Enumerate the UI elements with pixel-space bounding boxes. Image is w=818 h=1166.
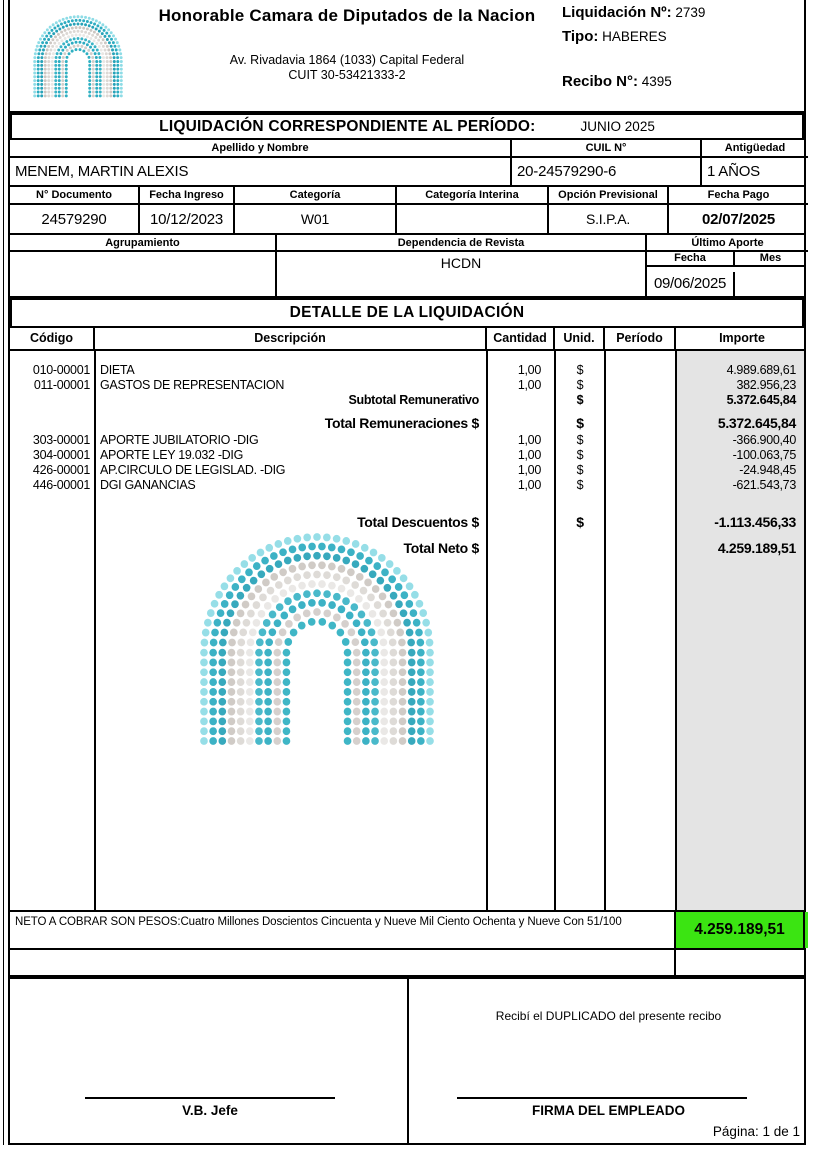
detalle-cell-imp: -100.063,75 [732, 447, 796, 462]
detalle-title: DETALLE DE LA LIQUIDACIÓN [10, 298, 804, 328]
ultimo-aporte-cell [647, 235, 808, 296]
row-spacer [10, 531, 804, 539]
fecha-pago-value: 02/07/2025 [701, 210, 776, 228]
detalle-cell-cod: 010-00001 [32, 362, 90, 377]
page-indicator: Página: 1 de 1 [712, 1124, 800, 1139]
cuil-value: 20-24579290-6 [512, 158, 702, 185]
detalle-cell-cant: 1,00 [517, 462, 541, 477]
apellido-value: MENEM, MARTIN ALEXIS [10, 158, 512, 185]
periodo-bar [10, 113, 804, 140]
ultimo-aporte-mes-header: Mes [735, 252, 806, 267]
detalle-cell-imp: -1.113.456,33 [714, 514, 796, 530]
detalle-cell-unid: $ [576, 432, 584, 447]
detalle-cell-desc: APORTE LEY 19.032 -DIG [100, 447, 244, 462]
neto-text: NETO A COBRAR SON PESOS:Cuatro Millones Doscientos Cincuenta y Nueve Mil Ciento Ochenta y Nueve Con 51/100 [10, 912, 676, 948]
neto-amount: 4.259.189,51 [676, 912, 805, 948]
antiguedad-header: Antigüedad [702, 140, 808, 158]
detalle-cell-cod: 011-00001 [33, 377, 90, 392]
document-values-row [10, 205, 804, 235]
ultimo-aporte-mes-value [735, 272, 806, 297]
opcion-previsional-header: Opción Previsional [549, 187, 669, 205]
hcdn-logo [32, 7, 124, 104]
detalle-cell-desc: Total Descuentos $ [357, 514, 479, 530]
empty-left-cell [10, 950, 676, 975]
detalle-cell-cod: 446-00001 [32, 477, 90, 492]
detalle-cell-unid: $ [576, 462, 584, 477]
col-descripcion: Descripción [95, 328, 487, 349]
periodo-value: JUNIO 2025 [580, 119, 655, 134]
signatures-section [10, 977, 804, 1145]
org-cuit: CUIT 30-53421333-2 [288, 68, 406, 83]
dependencia-header: Dependencia de Revista [277, 235, 645, 252]
org-title: Honorable Camara de Diputados de la Nacion [158, 6, 536, 25]
opcion-previsional-value: S.I.P.A. [549, 205, 669, 233]
tipo-label: Tipo: [562, 28, 599, 45]
detalle-row [10, 513, 804, 531]
ultimo-aporte-fecha-value: 09/06/2025 [647, 272, 735, 297]
agrupamiento-cell [10, 235, 277, 296]
categoria-interina-header: Categoría Interina [397, 187, 549, 205]
recibo-number [562, 73, 808, 90]
detalle-row [10, 362, 804, 377]
employee-headers-row [10, 140, 804, 158]
fecha-pago-header: Fecha Pago [669, 187, 808, 205]
detalle-cell-imp: -621.543,73 [732, 477, 796, 492]
detalle-body-rows [10, 362, 804, 557]
detalle-cell-desc: Total Neto $ [403, 540, 479, 556]
col-periodo: Período [605, 328, 676, 349]
fecha-ingreso-header: Fecha Ingreso [140, 187, 235, 205]
detalle-cell-unid: $ [576, 447, 584, 462]
detalle-cell-imp: 4.259.189,51 [717, 540, 796, 556]
employee-values-row [10, 158, 804, 187]
detalle-cell-unid: $ [576, 514, 584, 530]
detalle-row [10, 432, 804, 447]
detalle-row [10, 462, 804, 477]
detalle-cell-imp: 5.372.645,84 [726, 392, 796, 407]
employee-signature-label: FIRMA DEL EMPLEADO [531, 1103, 685, 1118]
detalle-cell-desc: APORTE JUBILATORIO -DIG [100, 432, 259, 447]
receipt-info [562, 4, 808, 97]
categoria-interina-value [397, 205, 549, 233]
payslip-page [8, 0, 806, 1145]
ultimo-aporte-fecha-header: Fecha [647, 252, 735, 267]
fecha-ingreso-value: 10/12/2023 [140, 205, 235, 233]
detalle-cell-cant: 1,00 [517, 432, 541, 447]
documento-header: N° Documento [10, 187, 140, 205]
detalle-cell-desc: DGI GANANCIAS [100, 477, 196, 492]
detalle-cell-imp: 4.989.689,61 [726, 362, 796, 377]
detalle-row [10, 477, 804, 492]
detalle-row [10, 414, 804, 432]
col-codigo: Código [10, 328, 95, 349]
liquidacion-number [562, 4, 808, 21]
detalle-cell-unid: $ [576, 362, 584, 377]
recibo-label: Recibo N°: [562, 73, 639, 90]
empty-right-cell [676, 950, 808, 975]
empty-row [10, 950, 804, 977]
recibo-value: 4395 [641, 74, 672, 89]
detalle-cell-unid: $ [576, 377, 584, 392]
detalle-cell-cod: 303-00001 [32, 432, 90, 447]
row-spacer [10, 492, 804, 513]
detalle-cell-unid: $ [576, 392, 584, 407]
agrupamiento-value [10, 252, 275, 255]
detalle-cell-cod: 304-00001 [32, 447, 90, 462]
apellido-header: Apellido y Nombre [10, 140, 512, 158]
detalle-row [10, 539, 804, 557]
categoria-header: Categoría [235, 187, 397, 205]
dependencia-value: HCDN [440, 255, 482, 271]
row-spacer [10, 407, 804, 414]
detalle-cell-cant: 1,00 [517, 362, 541, 377]
documento-value: 24579290 [10, 205, 140, 233]
jefe-signature-box [10, 979, 407, 1143]
antiguedad-value: 1 AÑOS [707, 163, 760, 180]
detalle-cell-imp: 382.956,23 [736, 377, 796, 392]
periodo-label: LIQUIDACIÓN CORRESPONDIENTE AL PERÍODO: [159, 117, 536, 135]
detalle-cell-imp: -24.948,45 [739, 462, 796, 477]
detalle-row [10, 392, 804, 407]
employee-signature-box [407, 979, 808, 1143]
revista-row [10, 235, 804, 298]
document-headers-row [10, 187, 804, 205]
detalle-cell-cant: 1,00 [517, 477, 541, 492]
categoria-value: W01 [235, 205, 397, 233]
org-address: Av. Rivadavia 1864 (1033) Capital Federal [229, 53, 465, 68]
agrupamiento-header: Agrupamiento [10, 235, 275, 252]
detalle-cell-imp: 5.372.645,84 [717, 415, 796, 431]
detalle-cell-desc: DIETA [100, 362, 135, 377]
detalle-cell-desc: Total Remuneraciones $ [324, 415, 479, 431]
header [10, 0, 804, 113]
detalle-cell-unid: $ [576, 415, 584, 431]
tipo-value: HABERES [602, 29, 667, 44]
detalle-cell-cant: 1,00 [517, 377, 541, 392]
detalle-cell-desc: GASTOS DE REPRESENTACION [100, 377, 285, 392]
detalle-cell-desc: AP.CIRCULO DE LEGISLAD. -DIG [100, 462, 286, 477]
detalle-cell-cant: 1,00 [517, 447, 541, 462]
detalle-body [10, 351, 804, 910]
dependencia-cell [277, 235, 647, 296]
col-cantidad: Cantidad [487, 328, 555, 349]
employee-signature-line [457, 1097, 747, 1099]
detalle-cell-unid: $ [576, 477, 584, 492]
recibi-text: Recibí el DUPLICADO del presente recibo [495, 1009, 722, 1023]
ultimo-aporte-subheaders [647, 252, 808, 296]
org-title-block [122, 5, 572, 82]
detalle-cell-imp: -366.900,40 [732, 432, 796, 447]
detalle-column-headers [10, 328, 804, 351]
tipo-line [562, 28, 808, 45]
neto-a-cobrar-row [10, 910, 804, 950]
jefe-signature-label: V.B. Jefe [182, 1103, 238, 1118]
ultimo-aporte-header: Último Aporte [647, 235, 808, 252]
detalle-cell-cod: 426-00001 [32, 462, 90, 477]
liquidacion-label: Liquidación Nº: [562, 4, 672, 21]
col-importe: Importe [719, 331, 765, 345]
neto-amount-cell [676, 912, 808, 948]
detalle-row [10, 377, 804, 392]
cuil-header: CUIL N° [512, 140, 702, 158]
jefe-signature-line [85, 1097, 335, 1099]
liquidacion-value: 2739 [675, 5, 706, 20]
detalle-cell-desc: Subtotal Remunerativo [348, 392, 479, 407]
detalle-row [10, 447, 804, 462]
col-unid: Unid. [555, 328, 605, 349]
